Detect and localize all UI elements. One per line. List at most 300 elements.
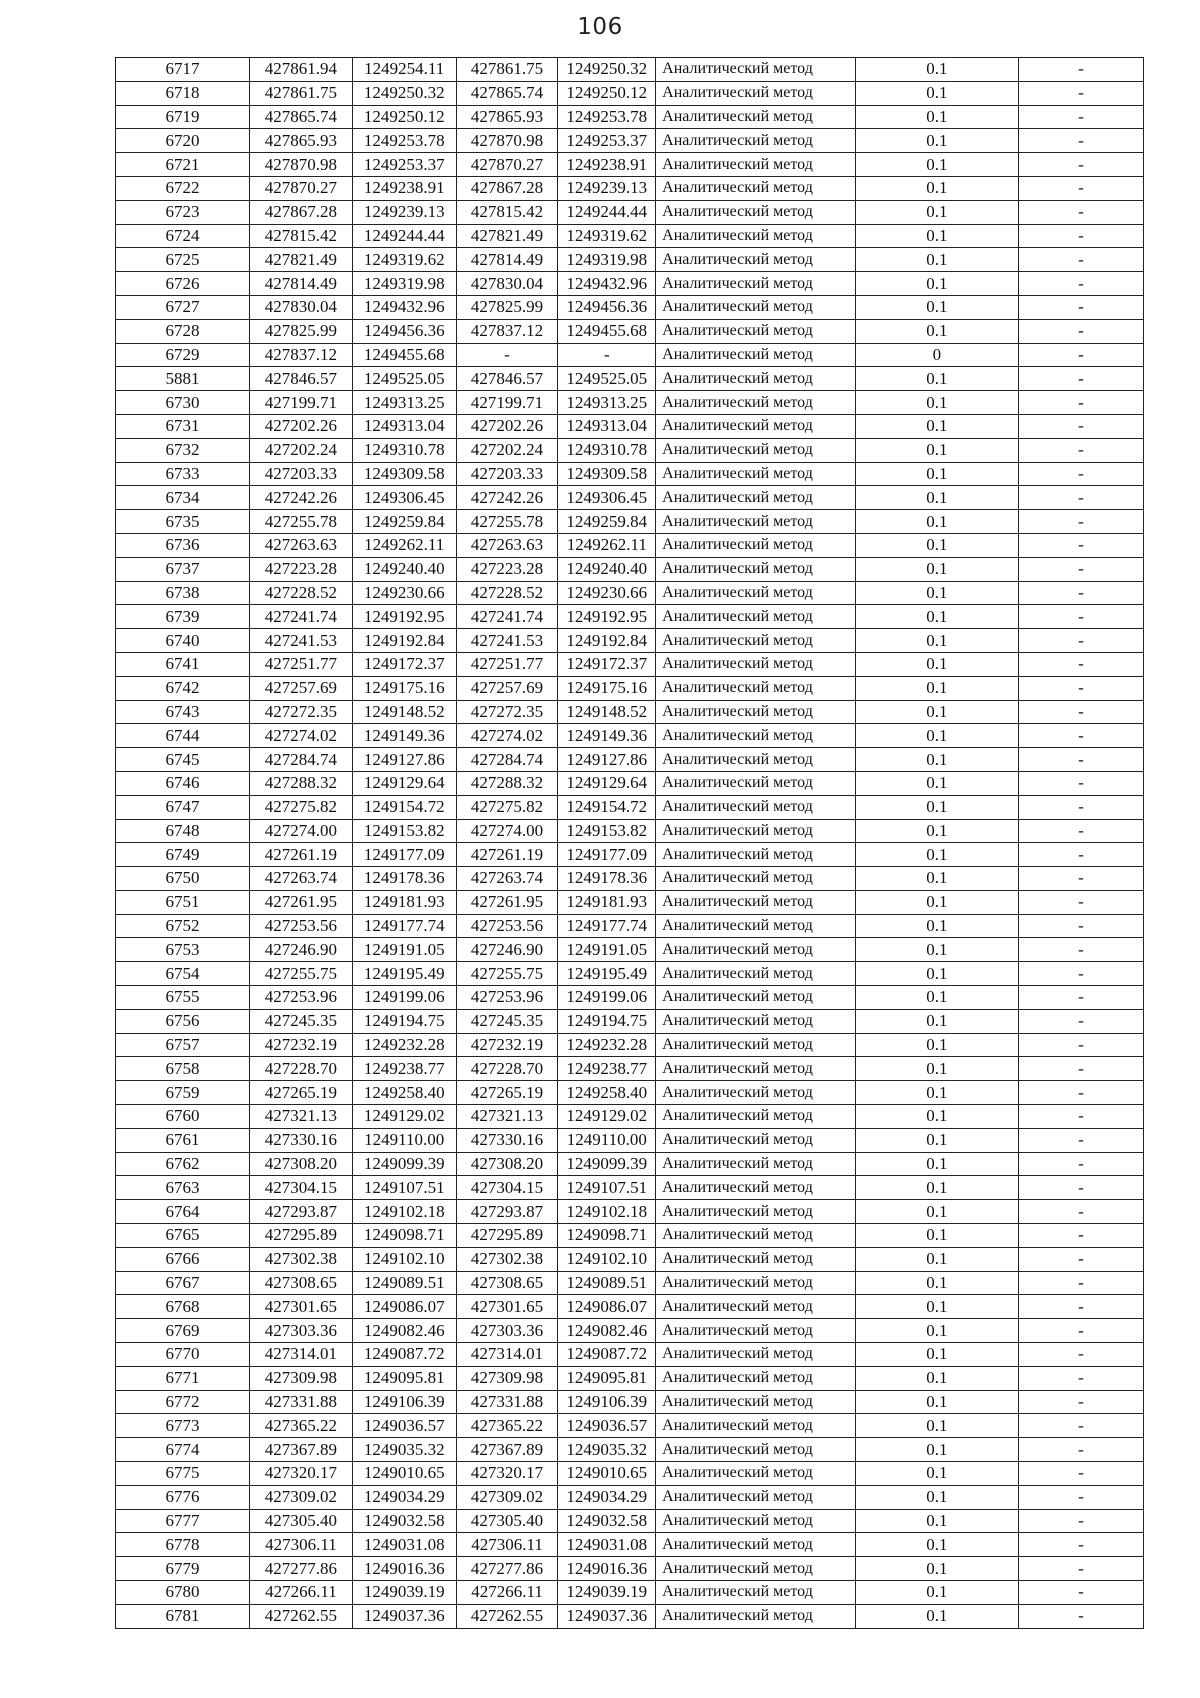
x-end-cell: 427314.01	[456, 1343, 558, 1367]
point-number-cell: 6751	[116, 890, 250, 914]
y-start-cell: 1249087.72	[352, 1343, 456, 1367]
table-row	[116, 1009, 1144, 1033]
x-end-cell: 427274.00	[456, 819, 558, 843]
method-cell: Аналитический метод	[656, 1033, 856, 1057]
accuracy-cell: 0.1	[855, 58, 1018, 82]
y-start-cell: 1249432.96	[352, 295, 456, 319]
y-start-cell: 1249239.13	[352, 200, 456, 224]
note-cell: -	[1018, 819, 1143, 843]
note-cell: -	[1018, 129, 1143, 153]
accuracy-cell: 0.1	[855, 272, 1018, 296]
table-row	[116, 748, 1144, 772]
accuracy-cell: 0.1	[855, 1509, 1018, 1533]
x-start-cell: 427309.98	[250, 1366, 353, 1390]
note-cell: -	[1018, 1033, 1143, 1057]
note-cell: -	[1018, 1557, 1143, 1581]
note-cell: -	[1018, 1271, 1143, 1295]
y-start-cell: 1249244.44	[352, 224, 456, 248]
x-end-cell: 427228.70	[456, 1057, 558, 1081]
y-end-cell: 1249240.40	[558, 557, 656, 581]
y-end-cell: 1249082.46	[558, 1319, 656, 1343]
y-start-cell: 1249037.36	[352, 1604, 456, 1628]
y-end-cell: 1249191.05	[558, 938, 656, 962]
x-end-cell: 427309.98	[456, 1366, 558, 1390]
note-cell: -	[1018, 1247, 1143, 1271]
x-start-cell: 427331.88	[250, 1390, 353, 1414]
accuracy-cell: 0.1	[855, 676, 1018, 700]
y-end-cell: 1249102.10	[558, 1247, 656, 1271]
x-start-cell: 427288.32	[250, 771, 353, 795]
table-row	[116, 1176, 1144, 1200]
x-start-cell: 427330.16	[250, 1128, 353, 1152]
x-end-cell: 427305.40	[456, 1509, 558, 1533]
table-row	[116, 391, 1144, 415]
x-start-cell: 427228.52	[250, 581, 353, 605]
method-cell: Аналитический метод	[656, 890, 856, 914]
x-start-cell: 427275.82	[250, 795, 353, 819]
accuracy-cell: 0.1	[855, 724, 1018, 748]
note-cell: -	[1018, 486, 1143, 510]
accuracy-cell: 0.1	[855, 414, 1018, 438]
point-number-cell: 6724	[116, 224, 250, 248]
y-end-cell: 1249031.08	[558, 1533, 656, 1557]
table-row	[116, 510, 1144, 534]
x-end-cell: 427365.22	[456, 1414, 558, 1438]
table-row	[116, 1343, 1144, 1367]
x-start-cell: 427223.28	[250, 557, 353, 581]
method-cell: Аналитический метод	[656, 581, 856, 605]
point-number-cell: 6740	[116, 629, 250, 653]
method-cell: Аналитический метод	[656, 914, 856, 938]
method-cell: Аналитический метод	[656, 819, 856, 843]
y-start-cell: 1249310.78	[352, 438, 456, 462]
y-end-cell: 1249036.57	[558, 1414, 656, 1438]
x-end-cell: 427266.11	[456, 1581, 558, 1605]
accuracy-cell: 0.1	[855, 1557, 1018, 1581]
table-row	[116, 1390, 1144, 1414]
note-cell: -	[1018, 843, 1143, 867]
table-row	[116, 533, 1144, 557]
accuracy-cell: 0.1	[855, 557, 1018, 581]
accuracy-cell: 0.1	[855, 1390, 1018, 1414]
accuracy-cell: 0.1	[855, 629, 1018, 653]
accuracy-cell: 0.1	[855, 1224, 1018, 1248]
table-row	[116, 176, 1144, 200]
point-number-cell: 6781	[116, 1604, 250, 1628]
y-start-cell: 1249250.32	[352, 81, 456, 105]
x-start-cell: 427203.33	[250, 462, 353, 486]
point-number-cell: 6722	[116, 176, 250, 200]
accuracy-cell: 0.1	[855, 1152, 1018, 1176]
accuracy-cell: 0.1	[855, 462, 1018, 486]
point-number-cell: 6749	[116, 843, 250, 867]
y-end-cell: 1249177.09	[558, 843, 656, 867]
point-number-cell: 6748	[116, 819, 250, 843]
y-start-cell: 1249107.51	[352, 1176, 456, 1200]
y-end-cell: 1249127.86	[558, 748, 656, 772]
point-number-cell: 6754	[116, 962, 250, 986]
point-number-cell: 6765	[116, 1224, 250, 1248]
accuracy-cell: 0.1	[855, 391, 1018, 415]
x-end-cell: 427241.53	[456, 629, 558, 653]
accuracy-cell: 0.1	[855, 771, 1018, 795]
y-end-cell: 1249099.39	[558, 1152, 656, 1176]
x-end-cell: 427255.78	[456, 510, 558, 534]
x-start-cell: 427277.86	[250, 1557, 353, 1581]
y-end-cell: 1249230.66	[558, 581, 656, 605]
method-cell: Аналитический метод	[656, 1271, 856, 1295]
note-cell: -	[1018, 176, 1143, 200]
y-end-cell: 1249259.84	[558, 510, 656, 534]
y-end-cell: 1249129.02	[558, 1105, 656, 1129]
y-start-cell: 1249178.36	[352, 867, 456, 891]
y-end-cell: 1249034.29	[558, 1485, 656, 1509]
y-start-cell: 1249032.58	[352, 1509, 456, 1533]
point-number-cell: 6766	[116, 1247, 250, 1271]
y-end-cell: 1249432.96	[558, 272, 656, 296]
table-row	[116, 224, 1144, 248]
note-cell: -	[1018, 1462, 1143, 1486]
y-start-cell: 1249177.74	[352, 914, 456, 938]
y-start-cell: 1249192.95	[352, 605, 456, 629]
table-row	[116, 890, 1144, 914]
y-end-cell: 1249244.44	[558, 200, 656, 224]
accuracy-cell: 0.1	[855, 1485, 1018, 1509]
y-end-cell: 1249039.19	[558, 1581, 656, 1605]
x-start-cell: 427870.98	[250, 153, 353, 177]
table-row	[116, 438, 1144, 462]
note-cell: -	[1018, 58, 1143, 82]
x-start-cell: 427321.13	[250, 1105, 353, 1129]
table-row	[116, 343, 1144, 367]
accuracy-cell: 0.1	[855, 1200, 1018, 1224]
y-start-cell: 1249181.93	[352, 890, 456, 914]
y-end-cell: 1249192.95	[558, 605, 656, 629]
accuracy-cell: 0.1	[855, 1176, 1018, 1200]
point-number-cell: 6775	[116, 1462, 250, 1486]
y-start-cell: 1249082.46	[352, 1319, 456, 1343]
method-cell: Аналитический метод	[656, 367, 856, 391]
method-cell: Аналитический метод	[656, 153, 856, 177]
method-cell: Аналитический метод	[656, 1533, 856, 1557]
y-end-cell: 1249148.52	[558, 700, 656, 724]
y-end-cell: 1249102.18	[558, 1200, 656, 1224]
method-cell: Аналитический метод	[656, 224, 856, 248]
table-row	[116, 486, 1144, 510]
table-row	[116, 1438, 1144, 1462]
x-start-cell: 427865.74	[250, 105, 353, 129]
x-start-cell: 427272.35	[250, 700, 353, 724]
accuracy-cell: 0.1	[855, 914, 1018, 938]
x-end-cell: 427870.27	[456, 153, 558, 177]
x-end-cell: 427865.74	[456, 81, 558, 105]
accuracy-cell: 0.1	[855, 1414, 1018, 1438]
y-end-cell: 1249016.36	[558, 1557, 656, 1581]
x-end-cell: 427825.99	[456, 295, 558, 319]
x-start-cell: 427846.57	[250, 367, 353, 391]
y-end-cell: 1249032.58	[558, 1509, 656, 1533]
x-end-cell: 427277.86	[456, 1557, 558, 1581]
accuracy-cell: 0.1	[855, 962, 1018, 986]
x-end-cell: 427306.11	[456, 1533, 558, 1557]
y-start-cell: 1249240.40	[352, 557, 456, 581]
y-start-cell: 1249099.39	[352, 1152, 456, 1176]
x-start-cell: 427301.65	[250, 1295, 353, 1319]
x-end-cell: 427274.02	[456, 724, 558, 748]
note-cell: -	[1018, 1295, 1143, 1319]
x-end-cell: 427241.74	[456, 605, 558, 629]
accuracy-cell: 0.1	[855, 1366, 1018, 1390]
point-number-cell: 6779	[116, 1557, 250, 1581]
note-cell: -	[1018, 462, 1143, 486]
method-cell: Аналитический метод	[656, 962, 856, 986]
y-start-cell: 1249086.07	[352, 1295, 456, 1319]
y-start-cell: 1249016.36	[352, 1557, 456, 1581]
x-end-cell: 427275.82	[456, 795, 558, 819]
x-start-cell: 427261.19	[250, 843, 353, 867]
note-cell: -	[1018, 914, 1143, 938]
x-start-cell: 427265.19	[250, 1081, 353, 1105]
x-start-cell: 427241.53	[250, 629, 353, 653]
note-cell: -	[1018, 200, 1143, 224]
x-end-cell: 427223.28	[456, 557, 558, 581]
accuracy-cell: 0.1	[855, 510, 1018, 534]
x-start-cell: 427367.89	[250, 1438, 353, 1462]
x-start-cell: 427837.12	[250, 343, 353, 367]
x-end-cell: 427330.16	[456, 1128, 558, 1152]
table-row	[116, 867, 1144, 891]
method-cell: Аналитический метод	[656, 343, 856, 367]
y-start-cell: 1249031.08	[352, 1533, 456, 1557]
x-start-cell: 427830.04	[250, 295, 353, 319]
point-number-cell: 6730	[116, 391, 250, 415]
x-start-cell: 427306.11	[250, 1533, 353, 1557]
y-start-cell: 1249262.11	[352, 533, 456, 557]
method-cell: Аналитический метод	[656, 105, 856, 129]
note-cell: -	[1018, 629, 1143, 653]
table-row	[116, 581, 1144, 605]
method-cell: Аналитический метод	[656, 1581, 856, 1605]
point-number-cell: 6757	[116, 1033, 250, 1057]
page-number: 106	[577, 14, 623, 40]
x-start-cell: 427821.49	[250, 248, 353, 272]
point-number-cell: 5881	[116, 367, 250, 391]
y-end-cell: 1249455.68	[558, 319, 656, 343]
point-number-cell: 6720	[116, 129, 250, 153]
accuracy-cell: 0.1	[855, 129, 1018, 153]
y-end-cell: 1249154.72	[558, 795, 656, 819]
y-end-cell: 1249095.81	[558, 1366, 656, 1390]
method-cell: Аналитический метод	[656, 1557, 856, 1581]
y-end-cell: -	[558, 343, 656, 367]
method-cell: Аналитический метод	[656, 1081, 856, 1105]
y-start-cell: 1249102.10	[352, 1247, 456, 1271]
y-end-cell: 1249035.32	[558, 1438, 656, 1462]
table-row	[116, 295, 1144, 319]
method-cell: Аналитический метод	[656, 272, 856, 296]
point-number-cell: 6742	[116, 676, 250, 700]
note-cell: -	[1018, 890, 1143, 914]
y-end-cell: 1249181.93	[558, 890, 656, 914]
x-end-cell: 427263.63	[456, 533, 558, 557]
point-number-cell: 6756	[116, 1009, 250, 1033]
accuracy-cell: 0.1	[855, 1081, 1018, 1105]
accuracy-cell: 0.1	[855, 533, 1018, 557]
y-start-cell: 1249195.49	[352, 962, 456, 986]
table-row	[116, 1462, 1144, 1486]
point-number-cell: 6770	[116, 1343, 250, 1367]
y-end-cell: 1249456.36	[558, 295, 656, 319]
x-end-cell: -	[456, 343, 558, 367]
point-number-cell: 6738	[116, 581, 250, 605]
y-end-cell: 1249089.51	[558, 1271, 656, 1295]
x-start-cell: 427255.78	[250, 510, 353, 534]
y-end-cell: 1249525.05	[558, 367, 656, 391]
point-number-cell: 6759	[116, 1081, 250, 1105]
x-start-cell: 427266.11	[250, 1581, 353, 1605]
table-row	[116, 1581, 1144, 1605]
accuracy-cell: 0.1	[855, 1247, 1018, 1271]
y-start-cell: 1249148.52	[352, 700, 456, 724]
note-cell: -	[1018, 343, 1143, 367]
note-cell: -	[1018, 1366, 1143, 1390]
x-end-cell: 427288.32	[456, 771, 558, 795]
table-row	[116, 700, 1144, 724]
accuracy-cell: 0.1	[855, 367, 1018, 391]
accuracy-cell: 0.1	[855, 819, 1018, 843]
x-start-cell: 427253.56	[250, 914, 353, 938]
x-start-cell: 427304.15	[250, 1176, 353, 1200]
note-cell: -	[1018, 700, 1143, 724]
x-end-cell: 427232.19	[456, 1033, 558, 1057]
x-end-cell: 427308.20	[456, 1152, 558, 1176]
y-start-cell: 1249010.65	[352, 1462, 456, 1486]
x-end-cell: 427262.55	[456, 1604, 558, 1628]
y-start-cell: 1249238.91	[352, 176, 456, 200]
accuracy-cell: 0.1	[855, 1462, 1018, 1486]
x-end-cell: 427331.88	[456, 1390, 558, 1414]
point-number-cell: 6764	[116, 1200, 250, 1224]
y-start-cell: 1249098.71	[352, 1224, 456, 1248]
accuracy-cell: 0.1	[855, 1128, 1018, 1152]
x-end-cell: 427261.19	[456, 843, 558, 867]
note-cell: -	[1018, 605, 1143, 629]
x-start-cell: 427202.24	[250, 438, 353, 462]
x-start-cell: 427253.96	[250, 986, 353, 1010]
method-cell: Аналитический метод	[656, 1485, 856, 1509]
point-number-cell: 6737	[116, 557, 250, 581]
note-cell: -	[1018, 295, 1143, 319]
y-end-cell: 1249106.39	[558, 1390, 656, 1414]
y-end-cell: 1249258.40	[558, 1081, 656, 1105]
note-cell: -	[1018, 938, 1143, 962]
y-end-cell: 1249087.72	[558, 1343, 656, 1367]
y-start-cell: 1249259.84	[352, 510, 456, 534]
y-end-cell: 1249192.84	[558, 629, 656, 653]
table-row	[116, 724, 1144, 748]
accuracy-cell: 0.1	[855, 843, 1018, 867]
y-end-cell: 1249129.64	[558, 771, 656, 795]
point-number-cell: 6745	[116, 748, 250, 772]
accuracy-cell: 0.1	[855, 486, 1018, 510]
method-cell: Аналитический метод	[656, 81, 856, 105]
table-row	[116, 652, 1144, 676]
x-end-cell: 427245.35	[456, 1009, 558, 1033]
point-number-cell: 6734	[116, 486, 250, 510]
point-number-cell: 6773	[116, 1414, 250, 1438]
point-number-cell: 6719	[116, 105, 250, 129]
note-cell: -	[1018, 1057, 1143, 1081]
method-cell: Аналитический метод	[656, 1366, 856, 1390]
accuracy-cell: 0.1	[855, 986, 1018, 1010]
accuracy-cell: 0.1	[855, 1033, 1018, 1057]
y-end-cell: 1249238.77	[558, 1057, 656, 1081]
accuracy-cell: 0.1	[855, 105, 1018, 129]
y-start-cell: 1249191.05	[352, 938, 456, 962]
x-end-cell: 427321.13	[456, 1105, 558, 1129]
x-start-cell: 427263.74	[250, 867, 353, 891]
x-start-cell: 427320.17	[250, 1462, 353, 1486]
note-cell: -	[1018, 1105, 1143, 1129]
x-start-cell: 427314.01	[250, 1343, 353, 1367]
y-end-cell: 1249313.04	[558, 414, 656, 438]
table-row	[116, 771, 1144, 795]
table-row	[116, 200, 1144, 224]
method-cell: Аналитический метод	[656, 510, 856, 534]
point-number-cell: 6743	[116, 700, 250, 724]
accuracy-cell: 0	[855, 343, 1018, 367]
note-cell: -	[1018, 557, 1143, 581]
point-number-cell: 6776	[116, 1485, 250, 1509]
accuracy-cell: 0.1	[855, 1105, 1018, 1129]
method-cell: Аналитический метод	[656, 58, 856, 82]
y-start-cell: 1249313.25	[352, 391, 456, 415]
coordinates-table	[115, 57, 1144, 1629]
point-number-cell: 6725	[116, 248, 250, 272]
x-start-cell: 427815.42	[250, 224, 353, 248]
accuracy-cell: 0.1	[855, 1604, 1018, 1628]
x-start-cell: 427242.26	[250, 486, 353, 510]
accuracy-cell: 0.1	[855, 295, 1018, 319]
y-start-cell: 1249254.11	[352, 58, 456, 82]
y-start-cell: 1249129.64	[352, 771, 456, 795]
y-end-cell: 1249313.25	[558, 391, 656, 415]
method-cell: Аналитический метод	[656, 391, 856, 415]
x-start-cell: 427228.70	[250, 1057, 353, 1081]
x-start-cell: 427308.65	[250, 1271, 353, 1295]
table-row	[116, 1081, 1144, 1105]
y-end-cell: 1249086.07	[558, 1295, 656, 1319]
point-number-cell: 6758	[116, 1057, 250, 1081]
x-start-cell: 427284.74	[250, 748, 353, 772]
table-row	[116, 319, 1144, 343]
x-end-cell: 427867.28	[456, 176, 558, 200]
method-cell: Аналитический метод	[656, 1295, 856, 1319]
note-cell: -	[1018, 510, 1143, 534]
x-start-cell: 427255.75	[250, 962, 353, 986]
table-row	[116, 1105, 1144, 1129]
accuracy-cell: 0.1	[855, 1438, 1018, 1462]
x-end-cell: 427255.75	[456, 962, 558, 986]
x-end-cell: 427265.19	[456, 1081, 558, 1105]
y-end-cell: 1249250.32	[558, 58, 656, 82]
method-cell: Аналитический метод	[656, 867, 856, 891]
table-row	[116, 1200, 1144, 1224]
x-start-cell: 427262.55	[250, 1604, 353, 1628]
x-start-cell: 427293.87	[250, 1200, 353, 1224]
accuracy-cell: 0.1	[855, 1271, 1018, 1295]
point-number-cell: 6774	[116, 1438, 250, 1462]
